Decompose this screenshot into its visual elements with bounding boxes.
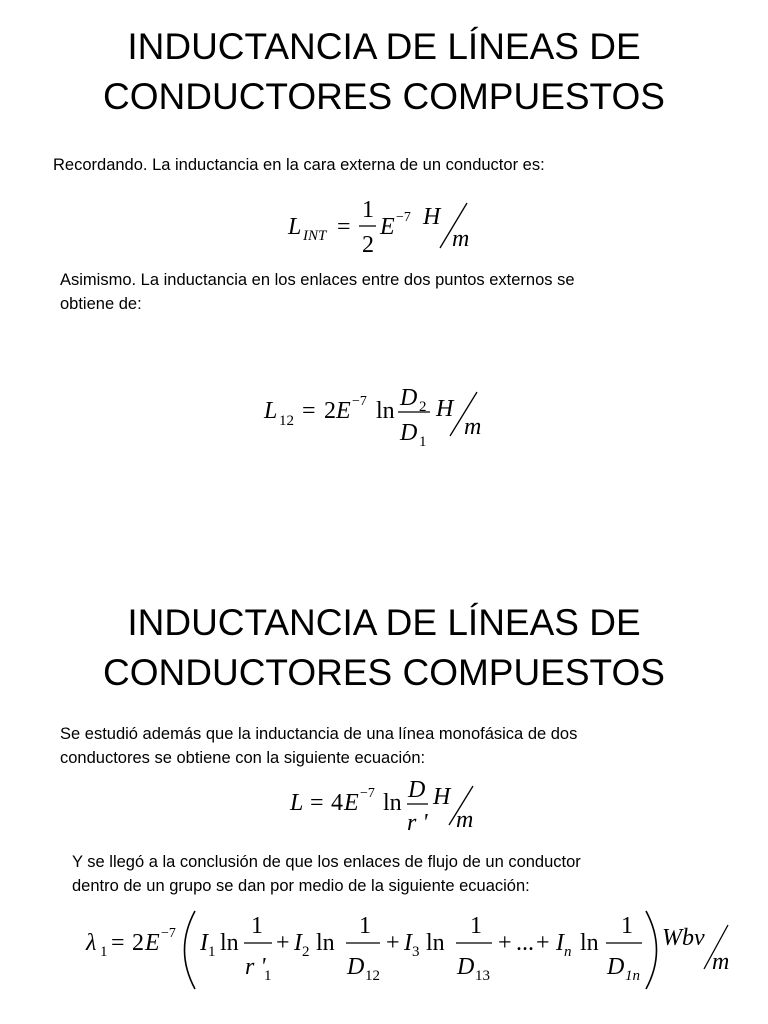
eq2-H: H [436, 396, 454, 422]
eq4-I3: I [404, 930, 412, 956]
eq4-In-sub: n [564, 944, 572, 960]
eq4-den1: r ' [245, 954, 266, 980]
eq4-unit: Wbv [662, 925, 705, 951]
eq4-num1: 1 [251, 913, 263, 939]
slide2-text2-line1: Y se llegó a la conclusión de que los enlaces de flujo de un conductor [72, 853, 581, 871]
eq4-lambda-sub: 1 [100, 944, 108, 960]
eq4-den3-sub: 13 [475, 968, 490, 984]
eq2-denominator: D [400, 420, 418, 446]
eq4-equals: = [111, 930, 125, 956]
eq1-numerator: 1 [362, 197, 374, 223]
eq3-exponent: −7 [360, 786, 375, 801]
eq4-dots: ... [516, 930, 534, 956]
eq4-plus2: + [386, 930, 400, 956]
eq3-m: m [456, 807, 474, 833]
eq4-right-paren [646, 911, 657, 989]
slide2-text2-line2: dentro de un grupo se dan por medio de la siguiente ecuación: [72, 877, 530, 895]
slide2-text1-line1: Se estudió además que la inductancia de una línea monofásica de dos [60, 725, 578, 743]
eq3-coef: 4 [331, 790, 343, 816]
eq4-E: E [145, 930, 160, 956]
eq3-L: L [290, 790, 304, 816]
eq4-ln3: ln [426, 930, 445, 956]
equation-inductance-external [258, 378, 498, 453]
eq4-coef: 2 [132, 930, 144, 956]
eq4-I1: I [200, 930, 208, 956]
eq2-exponent: −7 [352, 394, 367, 409]
eq3-numerator: D [408, 777, 426, 803]
eq4-I2-sub: 2 [302, 944, 310, 960]
eq3-ln: ln [383, 790, 402, 816]
eq4-den2: D [347, 954, 365, 980]
eq4-lambda: λ [86, 930, 97, 956]
eq4-left-paren [185, 911, 196, 989]
eq2-equals: = [302, 398, 316, 424]
eq4-den1-sub: 1 [264, 968, 272, 984]
slide1-title-line2: CONDUCTORES COMPUESTOS [103, 76, 665, 117]
eq3-equals: = [310, 790, 324, 816]
eq1-m: m [452, 226, 470, 252]
eq2-numerator-sub: 2 [419, 399, 427, 415]
eq2-denominator-sub: 1 [419, 434, 427, 450]
eq2-coef: 2 [324, 398, 336, 424]
eq4-m: m [712, 949, 730, 975]
eq2-m: m [464, 414, 482, 440]
eq4-num3: 1 [470, 913, 482, 939]
eq1-equals: = [337, 214, 351, 240]
equation-single-phase-line [285, 770, 495, 840]
eq4-plus1: + [276, 930, 290, 956]
eq1-denominator: 2 [362, 232, 374, 258]
eq2-L: L [264, 398, 278, 424]
eq4-num4: 1 [621, 913, 633, 939]
eq4-num2: 1 [359, 913, 371, 939]
eq4-I3-sub: 3 [412, 944, 420, 960]
slide1-intro-text: Recordando. La inductancia en la cara externa de un conductor es: [53, 156, 545, 174]
eq4-den3: D [457, 954, 475, 980]
eq3-H: H [433, 784, 451, 810]
eq1-L: L [288, 214, 302, 240]
eq1-sub: INT [303, 228, 327, 244]
eq1-exponent: −7 [396, 210, 411, 225]
eq3-denominator: r ' [407, 810, 428, 836]
eq4-ln1: ln [220, 930, 239, 956]
eq4-I2: I [294, 930, 302, 956]
eq2-ln: ln [376, 398, 395, 424]
eq4-den4-sub: 1n [625, 968, 640, 984]
eq1-H: H [423, 204, 441, 230]
slide1-title-line1: INDUCTANCIA DE LÍNEAS DE [127, 26, 641, 67]
eq4-den4: D [607, 954, 625, 980]
eq2-numerator: D [400, 385, 418, 411]
eq4-den2-sub: 12 [365, 968, 380, 984]
eq3-E: E [344, 790, 359, 816]
eq1-E: E [380, 214, 395, 240]
slide2-title-line1: INDUCTANCIA DE LÍNEAS DE [127, 602, 641, 643]
slide1-text2-line2: obtiene de: [60, 295, 142, 313]
eq4-plus4: + [536, 930, 550, 956]
eq2-E: E [336, 398, 351, 424]
equation-flux-linkage [80, 905, 750, 1000]
slide1-text2-line1: Asimismo. La inductancia en los enlaces entre dos puntos externos se [60, 271, 575, 289]
eq2-sub: 12 [279, 413, 294, 429]
eq4-I1-sub: 1 [208, 944, 216, 960]
eq4-ln4: ln [580, 930, 599, 956]
slide2-title-line2: CONDUCTORES COMPUESTOS [103, 652, 665, 693]
equation-inductance-internal [280, 190, 500, 265]
eq4-exponent: −7 [161, 926, 176, 941]
eq4-In: I [556, 930, 564, 956]
eq4-plus3: + [498, 930, 512, 956]
eq4-ln2: ln [316, 930, 335, 956]
slide2-text1-line2: conductores se obtiene con la siguiente ecuación: [60, 749, 426, 767]
